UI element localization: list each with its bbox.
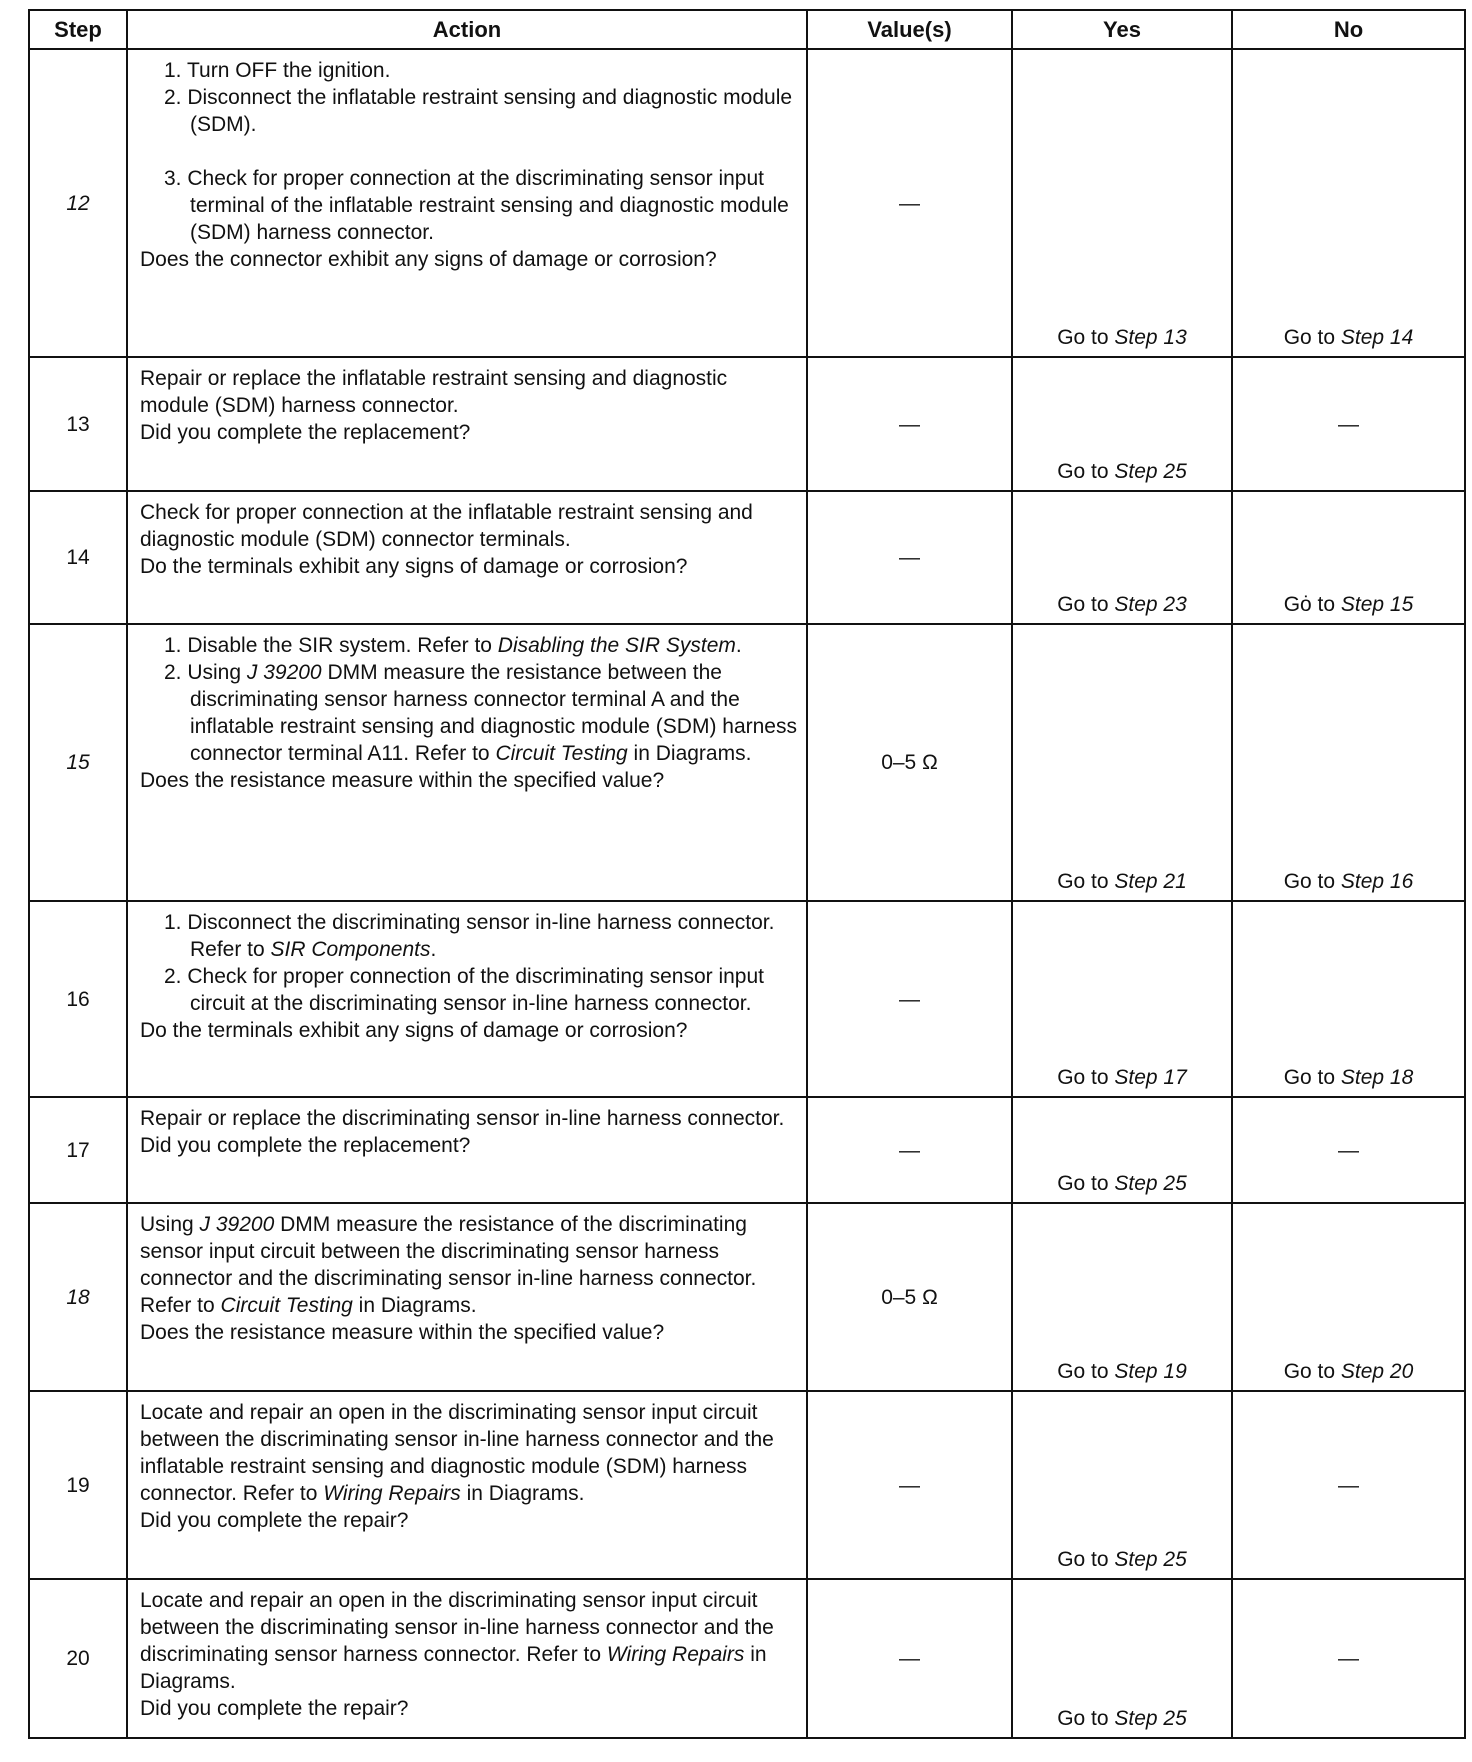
action-text: Repair or replace the inflatable restraint sensing and diagnostic module (SDM) harness connector. [140, 367, 728, 417]
action-question: Does the resistance measure within the specified value? [140, 769, 665, 792]
yes-step-link[interactable]: Step 17 [1114, 1066, 1187, 1089]
action-question: Does the resistance measure within the specified value? [140, 1321, 665, 1344]
list-item: 2. Check for proper connection of the discriminating sensor input circuit at the discriminating sensor in-line harness connector. [164, 965, 764, 1015]
action-text: Locate and repair an open in the discriminating sensor input circuit between the discriminating sensor in-line harness connector and the inflatable restraint sensing and diagnostic module (SDM) harness connector. Refer to Wiring Repairs in Diagrams. [140, 1401, 774, 1505]
action-cell [127, 1203, 807, 1391]
table-row-step-19 [29, 1391, 1465, 1579]
action-cell [127, 491, 807, 624]
no-cell: — [1232, 357, 1465, 491]
value-cell: — [807, 1391, 1012, 1579]
table-row-step-17 [29, 1097, 1465, 1203]
header-yes: Yes [1012, 10, 1232, 49]
yes-step-link[interactable]: Step 13 [1114, 326, 1187, 349]
action-question: Did you complete the replacement? [140, 1134, 471, 1157]
header-row [29, 10, 1465, 49]
action-question: Did you complete the replacement? [140, 421, 471, 444]
value-cell: 0–5 Ω [807, 1203, 1012, 1391]
yes-cell: Go to Step 25 [1012, 357, 1232, 491]
action-cell [127, 901, 807, 1097]
reference-link[interactable]: Wiring Repairs [323, 1482, 461, 1505]
action-question: Do the terminals exhibit any signs of damage or corrosion? [140, 555, 688, 578]
action-cell [127, 1391, 807, 1579]
no-cell: Gȯ to Step 15 [1232, 491, 1465, 624]
yes-cell: Go to Step 17 [1012, 901, 1232, 1097]
value-cell: — [807, 491, 1012, 624]
step-number: 20 [29, 1579, 127, 1738]
value-cell: — [807, 1579, 1012, 1738]
action-cell [127, 357, 807, 491]
action-cell [127, 1097, 807, 1203]
action-text: Using J 39200 DMM measure the resistance of the discriminating sensor input circuit between the discriminating sensor harness connector and the discriminating sensor in-line harness connector. Refer to Circuit Testing in Diagrams. [140, 1213, 757, 1317]
no-cell: Go to Step 16 [1232, 624, 1465, 901]
yes-step-link[interactable]: Step 21 [1114, 870, 1187, 893]
no-cell: — [1232, 1391, 1465, 1579]
action-cell [127, 624, 807, 901]
no-cell: Go to Step 18 [1232, 901, 1465, 1097]
tool-reference: J 39200 [246, 661, 322, 684]
action-question: Do the terminals exhibit any signs of damage or corrosion? [140, 1019, 688, 1042]
table-row-step-14 [29, 491, 1465, 624]
yes-step-link[interactable]: Step 23 [1114, 593, 1187, 616]
action-text: Locate and repair an open in the discriminating sensor input circuit between the discriminating sensor in-line harness connector and the discriminating sensor harness connector. Refer to Wiring Repairs in Diagrams. [140, 1589, 774, 1693]
yes-cell: Go to Step 13 [1012, 49, 1232, 357]
value-cell: 0–5 Ω [807, 624, 1012, 901]
table-row-step-13 [29, 357, 1465, 491]
reference-link[interactable]: Disabling the SIR System [497, 634, 736, 657]
step-number: 16 [29, 901, 127, 1097]
yes-cell: Go to Step 25 [1012, 1391, 1232, 1579]
header-action: Action [127, 10, 807, 49]
yes-step-link[interactable]: Step 25 [1114, 1707, 1187, 1730]
no-step-link[interactable]: Step 20 [1340, 1360, 1414, 1383]
table-row-step-12 [29, 49, 1465, 357]
list-item: 2. Disconnect the inflatable restraint sensing and diagnostic module (SDM). [164, 86, 793, 136]
header-values: Value(s) [807, 10, 1012, 49]
header-no: No [1232, 10, 1465, 49]
no-step-link[interactable]: Step 18 [1340, 1066, 1414, 1089]
list-item: 1. Disable the SIR system. Refer to Disabling the SIR System. [164, 634, 742, 657]
yes-step-link[interactable]: Step 25 [1114, 1548, 1187, 1571]
list-item: 1. Disconnect the discriminating sensor in-line harness connector. Refer to SIR Components. [164, 911, 775, 961]
no-step-link[interactable]: Step 16 [1340, 870, 1414, 893]
value-cell: — [807, 901, 1012, 1097]
action-question: Did you complete the repair? [140, 1509, 409, 1532]
tool-reference: J 39200 [199, 1213, 275, 1236]
no-cell: — [1232, 1097, 1465, 1203]
reference-link[interactable]: Circuit Testing [495, 742, 628, 765]
yes-step-link[interactable]: Step 19 [1114, 1360, 1187, 1383]
action-cell [127, 49, 807, 357]
action-question: Does the connector exhibit any signs of damage or corrosion? [140, 248, 717, 271]
reference-link[interactable]: Wiring Repairs [606, 1643, 745, 1666]
diagnostic-table-container [28, 9, 1466, 1739]
step-number: 12 [29, 49, 127, 357]
yes-cell: Go to Step 19 [1012, 1203, 1232, 1391]
value-cell: — [807, 49, 1012, 357]
step-number: 18 [29, 1203, 127, 1391]
list-item: 2. Using J 39200 DMM measure the resistance between the discriminating sensor harness connector terminal A and the inflatable restraint sensing and diagnostic module (SDM) harness connector terminal A11. Refer to Circuit Testing in Diagrams. [164, 661, 797, 765]
step-number: 14 [29, 491, 127, 624]
no-cell: Go to Step 20 [1232, 1203, 1465, 1391]
yes-cell: Go to Step 21 [1012, 624, 1232, 901]
yes-cell: Go to Step 23 [1012, 491, 1232, 624]
step-number: 19 [29, 1391, 127, 1579]
no-step-link[interactable]: Step 15 [1340, 593, 1414, 616]
table-row-step-18 [29, 1203, 1465, 1391]
value-cell: — [807, 1097, 1012, 1203]
action-question: Did you complete the repair? [140, 1697, 409, 1720]
list-item: 3. Check for proper connection at the discriminating sensor input terminal of the inflatable restraint sensing and diagnostic module (SDM) harness connector. [164, 167, 789, 244]
table-row-step-15 [29, 624, 1465, 901]
table-row-step-16 [29, 901, 1465, 1097]
no-step-link[interactable]: Step 14 [1340, 326, 1414, 349]
yes-step-link[interactable]: Step 25 [1114, 460, 1187, 483]
table-row-step-20 [29, 1579, 1465, 1738]
yes-step-link[interactable]: Step 25 [1114, 1172, 1187, 1195]
action-text: Repair or replace the discriminating sensor in-line harness connector. [140, 1107, 785, 1130]
step-number: 15 [29, 624, 127, 901]
list-item: 1. Turn OFF the ignition. [164, 59, 391, 82]
step-number: 13 [29, 357, 127, 491]
yes-cell: Go to Step 25 [1012, 1097, 1232, 1203]
reference-link[interactable]: SIR Components [270, 938, 431, 961]
header-step: Step [29, 10, 127, 49]
yes-cell: Go to Step 25 [1012, 1579, 1232, 1738]
no-cell: — [1232, 1579, 1465, 1738]
step-number: 17 [29, 1097, 127, 1203]
diagnostic-table [28, 9, 1466, 1739]
action-text: Check for proper connection at the inflatable restraint sensing and diagnostic module (SDM) connector terminals. [140, 501, 753, 551]
value-cell: — [807, 357, 1012, 491]
no-cell: Go to Step 14 [1232, 49, 1465, 357]
reference-link[interactable]: Circuit Testing [220, 1294, 353, 1317]
action-cell [127, 1579, 807, 1738]
